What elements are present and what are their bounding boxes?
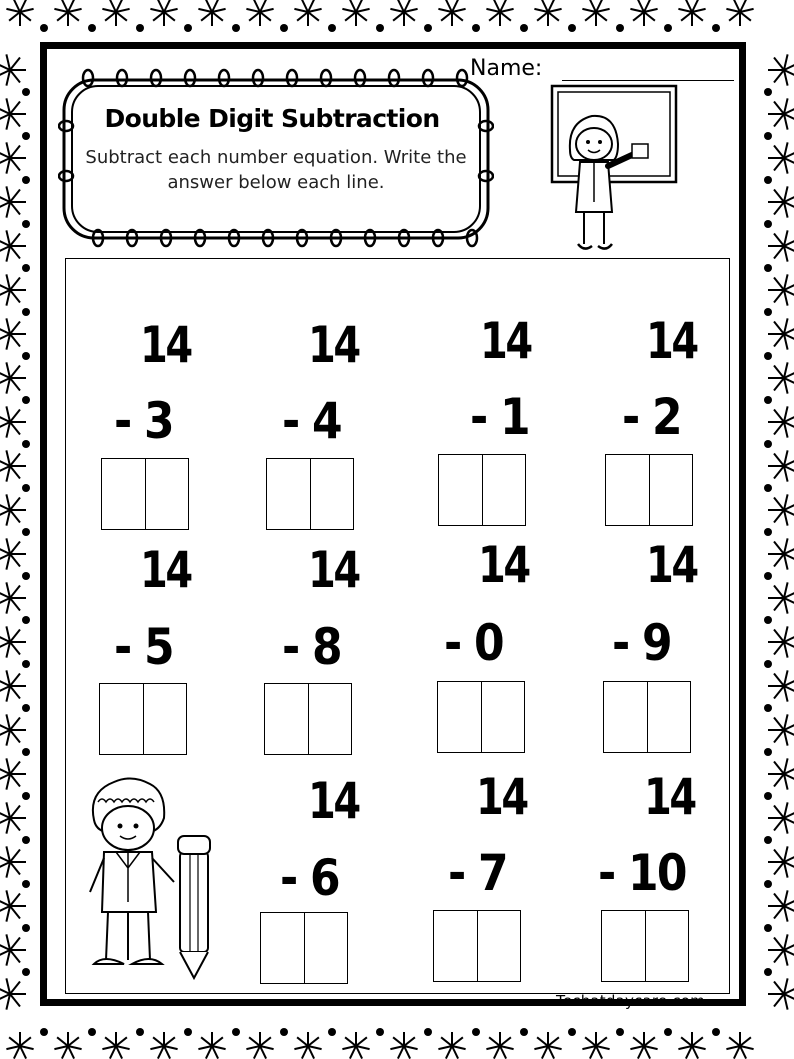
answer-box[interactable]	[437, 681, 525, 753]
dot-ornament	[764, 484, 772, 492]
starburst-ornament	[390, 1032, 417, 1059]
dot-ornament	[764, 748, 772, 756]
minuend: 14	[308, 541, 359, 599]
website-footer: Techatdaycare.com	[556, 992, 705, 1010]
dot-ornament	[764, 968, 772, 976]
dot-ornament	[22, 484, 30, 492]
starburst-ornament	[768, 362, 794, 393]
dot-ornament	[764, 616, 772, 624]
dot-ornament	[328, 24, 336, 32]
answer-box[interactable]	[101, 458, 189, 530]
tens-cell[interactable]	[267, 459, 310, 529]
starburst-ornament	[0, 230, 26, 261]
dot-ornament	[22, 176, 30, 184]
dot-ornament	[22, 924, 30, 932]
dot-ornament	[568, 24, 576, 32]
subtrahend: - 7	[448, 844, 507, 902]
ones-cell[interactable]	[481, 682, 525, 752]
dot-ornament	[22, 704, 30, 712]
starburst-ornament	[768, 714, 794, 745]
dot-ornament	[764, 704, 772, 712]
starburst-ornament	[390, 0, 417, 26]
minuend: 14	[308, 316, 359, 374]
starburst-ornament	[54, 1032, 81, 1059]
ones-cell[interactable]	[145, 459, 189, 529]
starburst-ornament	[486, 1032, 513, 1059]
minuend: 14	[646, 536, 697, 594]
starburst-ornament	[768, 142, 794, 173]
ones-cell[interactable]	[310, 459, 354, 529]
minuend: 14	[476, 768, 527, 826]
starburst-ornament	[678, 1032, 705, 1059]
starburst-ornament	[0, 186, 26, 217]
dot-ornament	[22, 220, 30, 228]
dot-ornament	[424, 24, 432, 32]
starburst-ornament	[0, 494, 26, 525]
answer-box[interactable]	[264, 683, 352, 755]
starburst-ornament	[768, 538, 794, 569]
starburst-ornament	[342, 1032, 369, 1059]
minuend: 14	[140, 316, 191, 374]
answer-box[interactable]	[601, 910, 689, 982]
dot-ornament	[88, 24, 96, 32]
dot-ornament	[568, 1028, 576, 1036]
starburst-ornament	[534, 1032, 561, 1059]
starburst-ornament	[0, 142, 26, 173]
answer-box[interactable]	[260, 912, 348, 984]
dot-ornament	[764, 220, 772, 228]
dot-ornament	[22, 440, 30, 448]
minuend: 14	[478, 536, 529, 594]
subtrahend: - 8	[282, 618, 341, 676]
starburst-ornament	[768, 318, 794, 349]
subtrahend: - 1	[470, 388, 529, 446]
name-label: Name:	[470, 56, 543, 81]
starburst-ornament	[0, 626, 26, 657]
subtrahend: - 6	[280, 849, 339, 907]
starburst-ornament	[438, 1032, 465, 1059]
starburst-ornament	[768, 274, 794, 305]
starburst-ornament	[0, 714, 26, 745]
ones-cell[interactable]	[143, 684, 187, 754]
starburst-ornament	[582, 1032, 609, 1059]
starburst-ornament	[198, 0, 225, 26]
name-input-line[interactable]	[562, 80, 734, 81]
dot-ornament	[22, 880, 30, 888]
ones-cell[interactable]	[647, 682, 691, 752]
dot-ornament	[664, 1028, 672, 1036]
dot-ornament	[764, 264, 772, 272]
minuend: 14	[140, 541, 191, 599]
subtrahend: - 4	[282, 392, 341, 450]
starburst-ornament	[0, 890, 26, 921]
starburst-ornament	[768, 846, 794, 877]
worksheet-title: Double Digit Subtraction	[104, 104, 440, 133]
dot-ornament	[22, 792, 30, 800]
dot-ornament	[280, 24, 288, 32]
starburst-ornament	[102, 0, 129, 26]
starburst-ornament	[768, 934, 794, 965]
starburst-ornament	[768, 186, 794, 217]
dot-ornament	[22, 616, 30, 624]
starburst-ornament	[0, 54, 26, 85]
dot-ornament	[764, 396, 772, 404]
dot-ornament	[22, 264, 30, 272]
dot-ornament	[616, 24, 624, 32]
starburst-ornament	[54, 0, 81, 26]
starburst-ornament	[0, 98, 26, 129]
answer-box[interactable]	[99, 683, 187, 755]
dot-ornament	[764, 176, 772, 184]
dot-ornament	[472, 1028, 480, 1036]
tens-cell[interactable]	[604, 682, 647, 752]
starburst-ornament	[486, 0, 513, 26]
starburst-ornament	[0, 274, 26, 305]
answer-box[interactable]	[603, 681, 691, 753]
dot-ornament	[764, 924, 772, 932]
starburst-ornament	[726, 1032, 753, 1059]
tens-cell[interactable]	[438, 682, 481, 752]
dot-ornament	[280, 1028, 288, 1036]
boy-with-pencil-illustration	[80, 772, 230, 984]
starburst-ornament	[0, 538, 26, 569]
starburst-ornament	[6, 1032, 33, 1059]
starburst-ornament	[294, 0, 321, 26]
starburst-ornament	[534, 0, 561, 26]
starburst-ornament	[768, 406, 794, 437]
dot-ornament	[40, 24, 48, 32]
dot-ornament	[22, 836, 30, 844]
starburst-ornament	[768, 626, 794, 657]
starburst-ornament	[246, 1032, 273, 1059]
starburst-ornament	[0, 934, 26, 965]
dot-ornament	[22, 748, 30, 756]
dot-ornament	[664, 24, 672, 32]
dot-ornament	[764, 352, 772, 360]
dot-ornament	[22, 396, 30, 404]
starburst-ornament	[0, 758, 26, 789]
subtrahend: - 3	[114, 392, 173, 450]
ones-cell[interactable]	[482, 455, 526, 525]
starburst-ornament	[768, 670, 794, 701]
answer-box[interactable]	[433, 910, 521, 982]
dot-ornament	[22, 572, 30, 580]
answer-box[interactable]	[605, 454, 693, 526]
starburst-ornament	[768, 758, 794, 789]
tens-cell[interactable]	[439, 455, 482, 525]
minuend: 14	[644, 768, 695, 826]
dot-ornament	[136, 24, 144, 32]
dot-ornament	[520, 24, 528, 32]
dot-ornament	[88, 1028, 96, 1036]
starburst-ornament	[198, 1032, 225, 1059]
starburst-ornament	[768, 230, 794, 261]
dot-ornament	[184, 24, 192, 32]
dot-ornament	[376, 24, 384, 32]
dot-ornament	[22, 132, 30, 140]
starburst-ornament	[0, 318, 26, 349]
starburst-ornament	[768, 494, 794, 525]
dot-ornament	[232, 24, 240, 32]
starburst-ornament	[768, 582, 794, 613]
minuend: 14	[480, 312, 531, 370]
dot-ornament	[22, 968, 30, 976]
dot-ornament	[764, 440, 772, 448]
dot-ornament	[712, 24, 720, 32]
starburst-ornament	[246, 0, 273, 26]
starburst-ornament	[582, 0, 609, 26]
starburst-ornament	[726, 0, 753, 26]
dot-ornament	[764, 836, 772, 844]
dot-ornament	[232, 1028, 240, 1036]
starburst-ornament	[294, 1032, 321, 1059]
starburst-ornament	[0, 450, 26, 481]
tens-cell[interactable]	[434, 911, 477, 981]
ones-cell[interactable]	[649, 455, 693, 525]
instructions-text: Subtract each number equation. Write the answer below each line.	[85, 147, 467, 193]
dot-ornament	[764, 528, 772, 536]
tens-cell[interactable]	[606, 455, 649, 525]
starburst-ornament	[768, 978, 794, 1009]
dot-ornament	[184, 1028, 192, 1036]
starburst-ornament	[768, 54, 794, 85]
tens-cell[interactable]	[265, 684, 308, 754]
starburst-ornament	[630, 0, 657, 26]
ones-cell[interactable]	[645, 911, 689, 981]
dot-ornament	[22, 660, 30, 668]
subtrahend: - 9	[612, 614, 671, 672]
dot-ornament	[764, 132, 772, 140]
dot-ornament	[764, 308, 772, 316]
dot-ornament	[712, 1028, 720, 1036]
dot-ornament	[764, 660, 772, 668]
dot-ornament	[764, 572, 772, 580]
dot-ornament	[764, 880, 772, 888]
starburst-ornament	[0, 670, 26, 701]
minuend: 14	[308, 772, 359, 830]
starburst-ornament	[438, 0, 465, 26]
tens-cell[interactable]	[261, 913, 304, 983]
starburst-ornament	[150, 0, 177, 26]
ones-cell[interactable]	[308, 684, 352, 754]
dot-ornament	[22, 308, 30, 316]
dot-ornament	[424, 1028, 432, 1036]
starburst-ornament	[0, 978, 26, 1009]
starburst-ornament	[678, 0, 705, 26]
tens-cell[interactable]	[102, 459, 145, 529]
subtrahend: - 10	[598, 844, 686, 902]
dot-ornament	[328, 1028, 336, 1036]
starburst-ornament	[6, 0, 33, 26]
ones-cell[interactable]	[477, 911, 521, 981]
starburst-ornament	[768, 450, 794, 481]
dot-ornament	[136, 1028, 144, 1036]
dot-ornament	[22, 88, 30, 96]
dot-ornament	[764, 88, 772, 96]
subtrahend: - 2	[622, 388, 681, 446]
answer-box[interactable]	[438, 454, 526, 526]
starburst-ornament	[0, 802, 26, 833]
dot-ornament	[472, 24, 480, 32]
minuend: 14	[646, 312, 697, 370]
teacher-girl-illustration	[548, 82, 680, 258]
starburst-ornament	[768, 98, 794, 129]
starburst-ornament	[630, 1032, 657, 1059]
dot-ornament	[764, 792, 772, 800]
subtrahend: - 5	[114, 618, 173, 676]
starburst-ornament	[768, 802, 794, 833]
dot-ornament	[40, 1028, 48, 1036]
answer-box[interactable]	[266, 458, 354, 530]
dot-ornament	[22, 352, 30, 360]
starburst-ornament	[768, 890, 794, 921]
tens-cell[interactable]	[602, 911, 645, 981]
starburst-ornament	[342, 0, 369, 26]
starburst-ornament	[0, 582, 26, 613]
starburst-ornament	[0, 846, 26, 877]
dot-ornament	[520, 1028, 528, 1036]
subtrahend: - 0	[444, 614, 503, 672]
starburst-ornament	[150, 1032, 177, 1059]
dot-ornament	[376, 1028, 384, 1036]
ones-cell[interactable]	[304, 913, 348, 983]
tens-cell[interactable]	[100, 684, 143, 754]
starburst-ornament	[0, 406, 26, 437]
starburst-ornament	[0, 362, 26, 393]
dot-ornament	[616, 1028, 624, 1036]
dot-ornament	[22, 528, 30, 536]
starburst-ornament	[102, 1032, 129, 1059]
